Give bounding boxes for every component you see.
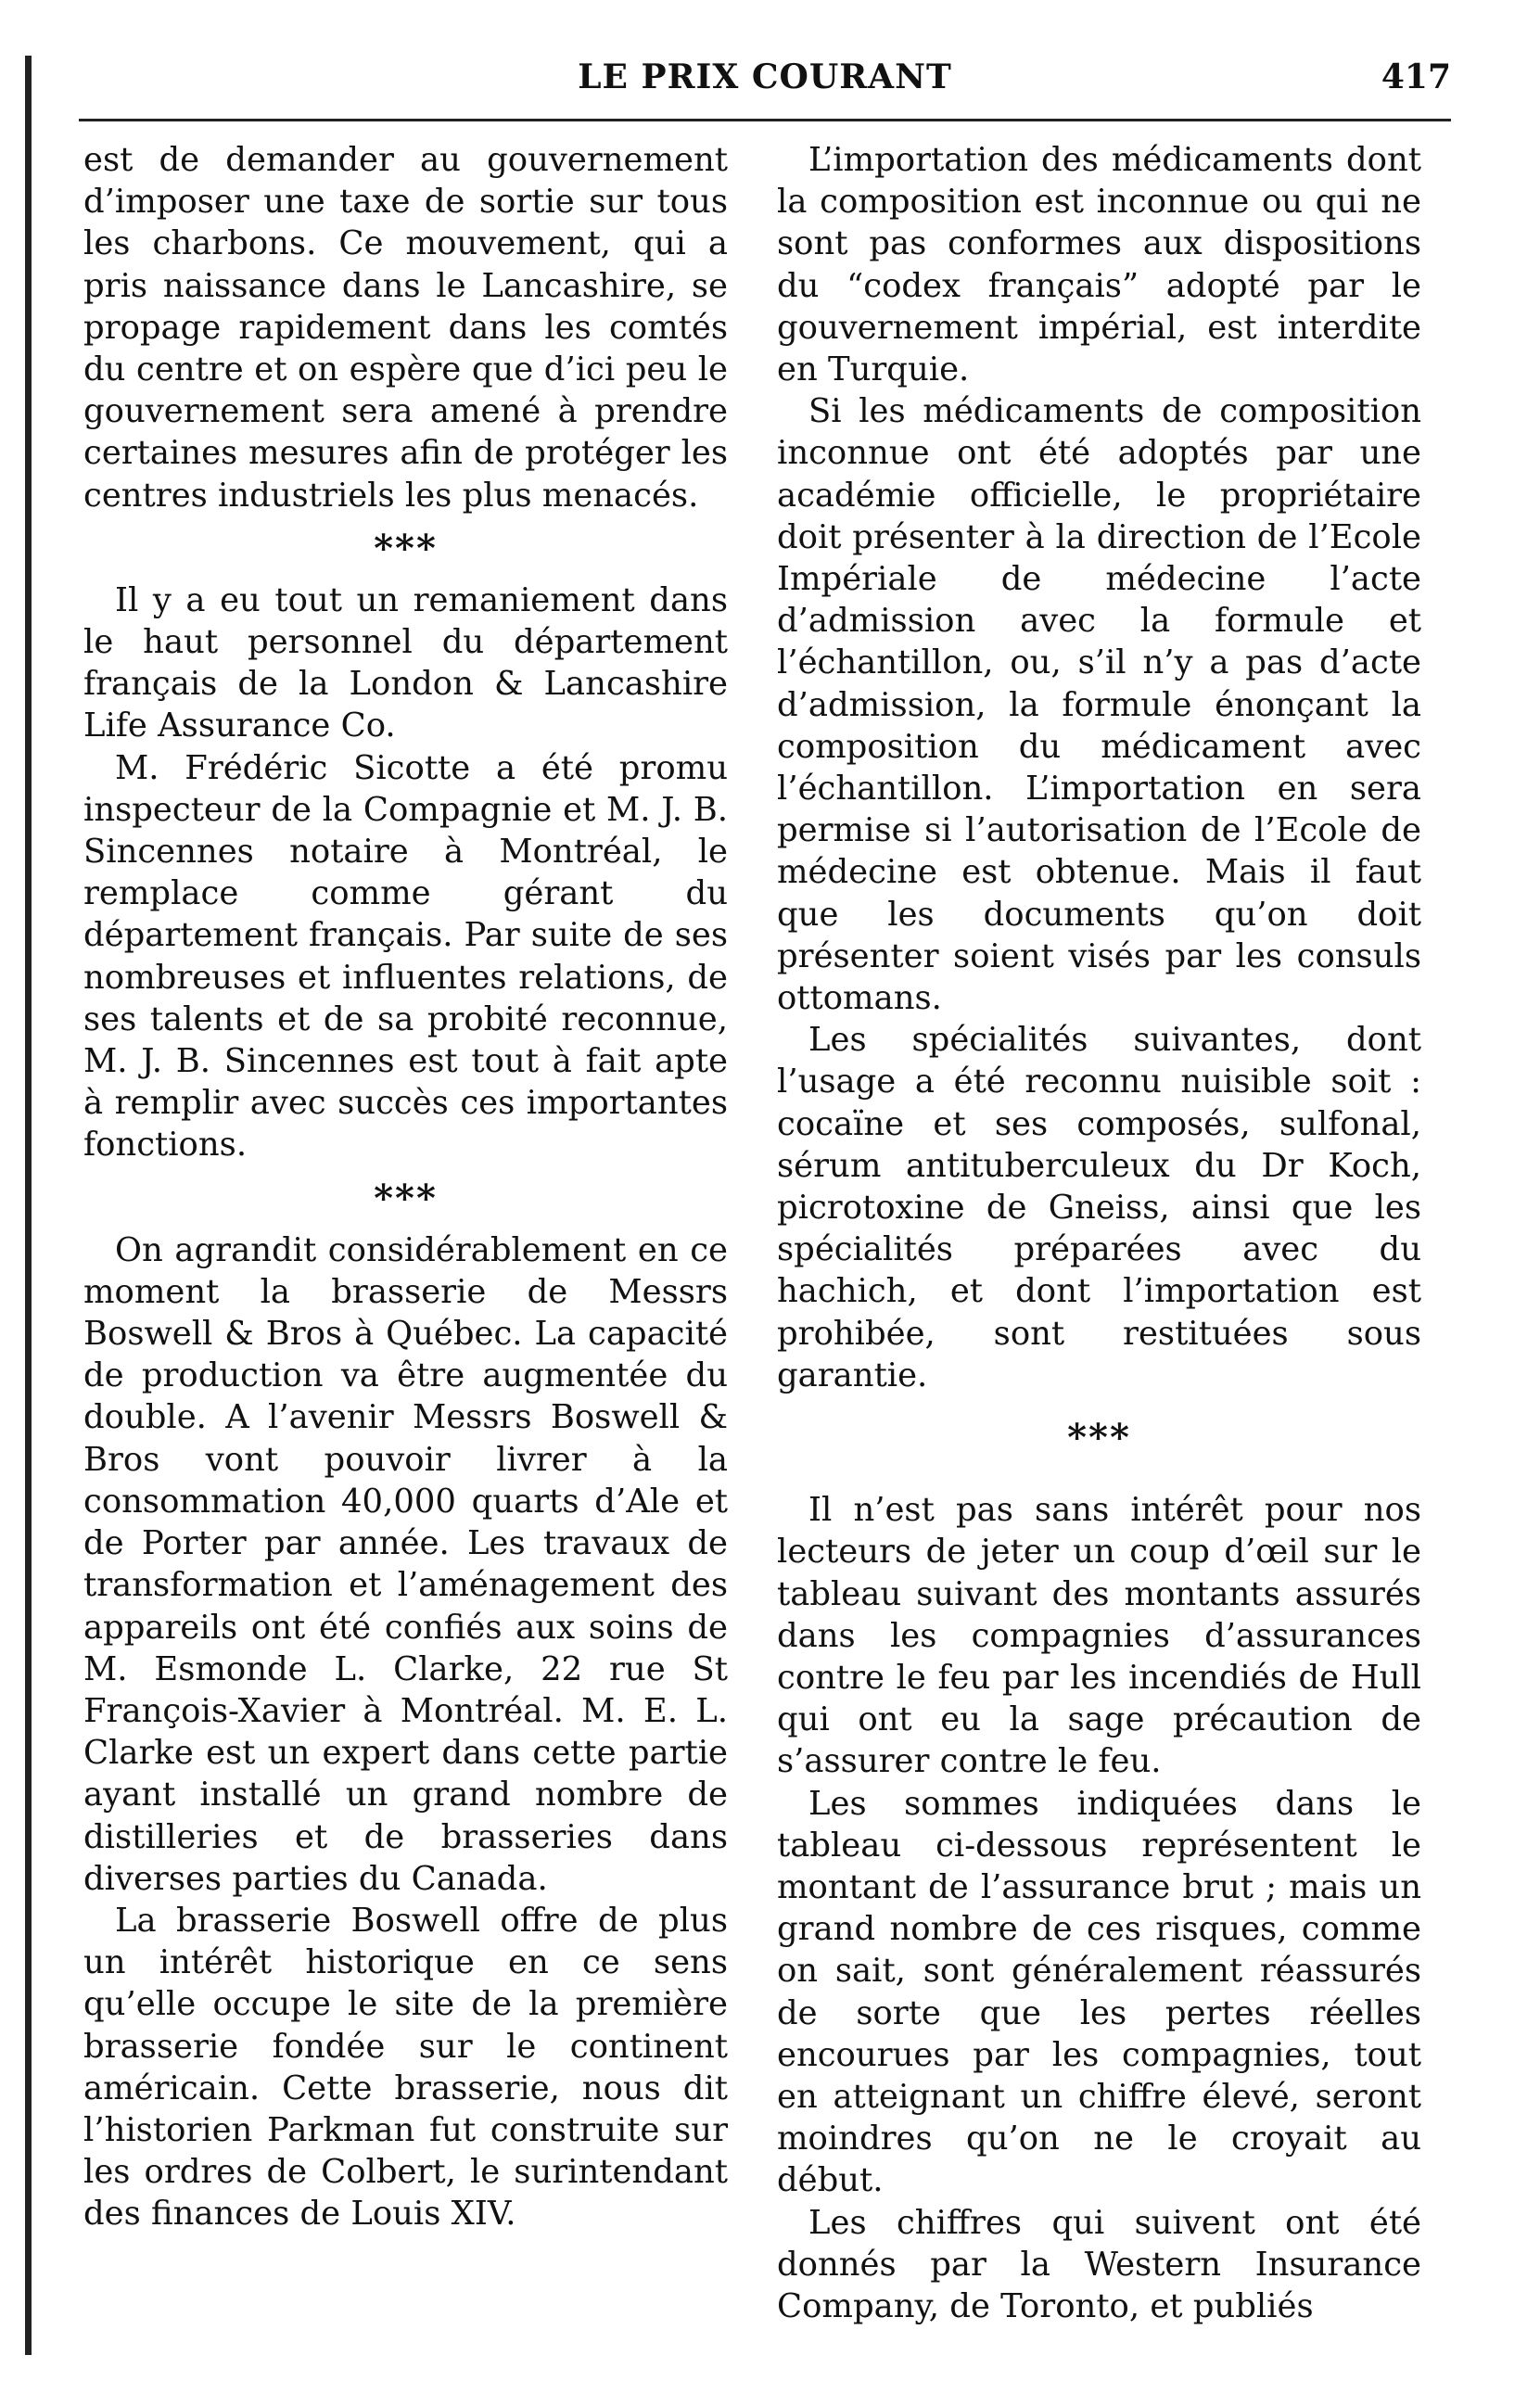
paragraph: Il n’est pas sans intérêt pour nos lecteurs de jeter un coup d’œil sur le tableau suivant des montants assurés dans les compagnies d’assurances contre le feu par les incendiés de Hull qui ont eu la sage précaution de s’assurer contre le feu. [777,1491,1421,1781]
page-header [79,57,1451,113]
paragraph: Les chiffres qui suivent ont été donnés par la Western Insurance Company, de Toronto, et publiés [777,2203,1421,2325]
running-title: LE PRIX COURANT [578,57,952,96]
paragraph: Si les médicaments de composition inconnue ont été adoptés par une académie officielle, le propriétaire doit présenter à la direction de l’Ecole Impériale de médecine l’acte d’admission avec la formule et l’échantillon, ou, s’il n’y a pas d’acte d’admission, la formule énonçant la composition du médicament avec l’échantillon. L’importation en sera permise si l’autorisation de l’Ecole de médecine est obtenue. Mais il faut que les documents qu’on doit présenter soient visés par les consuls ottomans. [777,392,1421,1018]
paragraph: Il y a eu tout un remaniement dans le haut personnel du département français de la London & Lancashire Life Assurance Co. [83,580,728,745]
paragraph: On agrandit considérablement en ce moment la brasserie de Messrs Boswell & Bros à Québec. La capacité de production va être augmentée du double. A l’avenir Messrs Boswell & Bros vont pouvoir livrer à la consommation 40,000 quarts d’Ale et de Porter par année. Les travaux de transformation et l’aménagement des appareils ont été confiés aux soins de M. Esmonde L. Clarke, 22 rue St François-Xavier à Montréal. M. E. L. Clarke est un expert dans cette partie ayant installé un grand nombre de distilleries et de brasseries dans diverses parties du Canada. [83,1230,728,1898]
right-column [777,139,1421,2327]
paragraph: est de demander au gouvernement d’imposer une taxe de sortie sur tous les charbons. Ce mouvement, qui a pris naissance dans le Lancashire, se propage rapidement dans les comtés du centre et on espère que d’ici peu le gouvernement sera amené à prendre certaines mesures afin de protéger les centres industriels les plus menacés. [83,141,728,515]
section-separator: *** [1067,1416,1131,1460]
section-separator: *** [374,526,438,570]
left-margin-rule [25,56,32,2355]
section-separator: *** [374,1176,438,1220]
paragraph: La brasserie Boswell offre de plus un intérêt historique en ce sens qu’elle occupe le site de la première brasserie fondée sur le continent américain. Cette brasserie, nous dit l’historien Parkman fut construite sur les ordres de Colbert, le surintendant des finances de Louis XIV. [83,1901,728,2234]
paragraph: M. Frédéric Sicotte a été promu inspecteur de la Compagnie et M. J. B. Sincennes notaire à Montréal, le remplace comme gérant du département français. Par suite de ses nombreuses et influentes relations, de ses talents et de sa probité reconnue, M. J. B. Sincennes est tout à fait apte à remplir avec succès ces importantes fonctions. [83,748,728,1165]
paragraph: Les spécialités suivantes, dont l’usage a été reconnu nuisible soit : cocaïne et ses composés, sulfonal, sérum antituberculeux du Dr Koch, picrotoxine de Gneiss, ainsi que les spécialités préparées avec du hachich, et dont l’importation est prohibée, sont restituées sous garantie. [777,1021,1421,1394]
paragraph: L’importation des médicaments dont la composition est inconnue ou qui ne sont pas conformes aux dispositions du “codex français” adopté par le gouvernement impérial, est interdite en Turquie. [777,141,1421,389]
page-number: 417 [1381,57,1451,96]
left-column [83,139,728,2235]
header-rule [79,119,1451,121]
paragraph: Les sommes indiquées dans le tableau ci-dessous représentent le montant de l’assurance brut ; mais un grand nombre de ces risques, comme on sait, sont généralement réassurés de sorte que les pertes réelles encourues par les compagnies, tout en atteignant un chiffre élevé, seront moindres qu’on ne le croyait au début. [777,1784,1421,2200]
